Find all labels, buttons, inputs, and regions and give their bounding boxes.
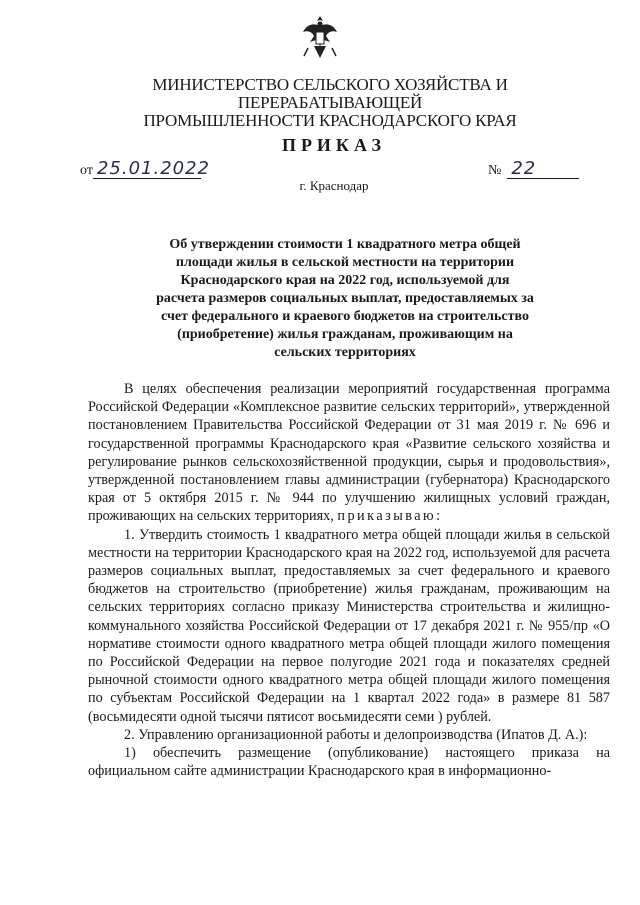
subject-line: Краснодарского края на 2022 год, используемой для — [180, 273, 510, 288]
date-prefix: от — [80, 163, 93, 178]
handwritten-number: 22 — [507, 160, 579, 179]
number-prefix: № — [488, 163, 502, 178]
order-date — [80, 158, 210, 179]
body-paragraph-3: 1) обеспечить размещение (опубликование) настоящего приказа на официальном сайте администрации Краснодарского края в информационно- — [88, 745, 610, 780]
subject-line: Об утверждении стоимости 1 квадратного метра общей — [169, 237, 521, 252]
order-number — [488, 160, 579, 179]
city: г. Краснодар — [299, 178, 369, 193]
preamble-text: В целях обеспечения реализации мероприятий государственная программа Российской Федерации «Комплексное развитие сельских территорий», утвержденной постановлением Правительства Российской Федерации от 31 мая 2019 г. № 696 и государственной программы Краснодарского края «Развитие сельского хозяйства и регулирование рынков сельскохозяйственной продукции, сырья и продовольствия», утвержденной постановлением главы администрации (губернатора) Краснодарского края от 5 октября 2015 г. № 944 по улучшению жилищных условий граждан, проживающих на сельских территориях, — [88, 381, 610, 525]
ministry-line-2: ПРОМЫШЛЕННОСТИ КРАСНОДАРСКОГО КРАЯ — [143, 111, 517, 130]
body-paragraph-2: 2. Управлению организационной работы и делопроизводства (Ипатов Д. А.): — [124, 726, 588, 743]
body-paragraph-preamble — [88, 380, 610, 526]
ministry-name — [70, 76, 590, 130]
subject-line: расчета размеров социальных выплат, предоставляемых за — [156, 291, 534, 306]
order-word: приказываю: — [337, 508, 443, 525]
order-body — [88, 380, 610, 780]
subject-line: (приобретение) жилья гражданам, проживающим на — [177, 327, 513, 342]
subject-line: сельских территориях — [274, 345, 416, 360]
body-paragraph-1: 1. Утвердить стоимость 1 квадратного метра общей площади жилья в сельской местности на территории Краснодарского края на 2022 год, используемой для расчета размеров социальных выплат, предоставляемых за счет федерального и краевого бюджетов на строительство (приобретение) жилья гражданам, проживающим на сельских территориях согласно приказу Министерства строительства и жилищно-коммунального хозяйства Российской Федерации от 17 декабря 2021 г. № 955/пр «О нормативе стоимости одного квадратного метра общей площади жилого помещения по Российской Федерации на первое полугодие 2021 года и показателях средней рыночной стоимости одного квадратного метра общей площади жилого помещения по субъектам Российской Федерации на 1 квартал 2022 года» в размере 81 587 (восьмидесяти одной тысячи пятисот восьмидесяти семи ) рублей. — [88, 526, 610, 725]
handwritten-date: 25.01.2022 — [93, 160, 201, 179]
subject-line: счет федерального и краевого бюджетов на строительство — [161, 309, 529, 324]
coat-of-arms-emblem — [300, 12, 340, 62]
order-title: ПРИКАЗ — [281, 135, 387, 155]
subject-line: площади жилья в сельской местности на территории — [175, 255, 515, 270]
ministry-line-1: МИНИСТЕРСТВО СЕЛЬСКОГО ХОЗЯЙСТВА И ПЕРЕРАБАТЫВАЮЩЕЙ — [152, 75, 508, 112]
order-subject — [150, 236, 540, 362]
